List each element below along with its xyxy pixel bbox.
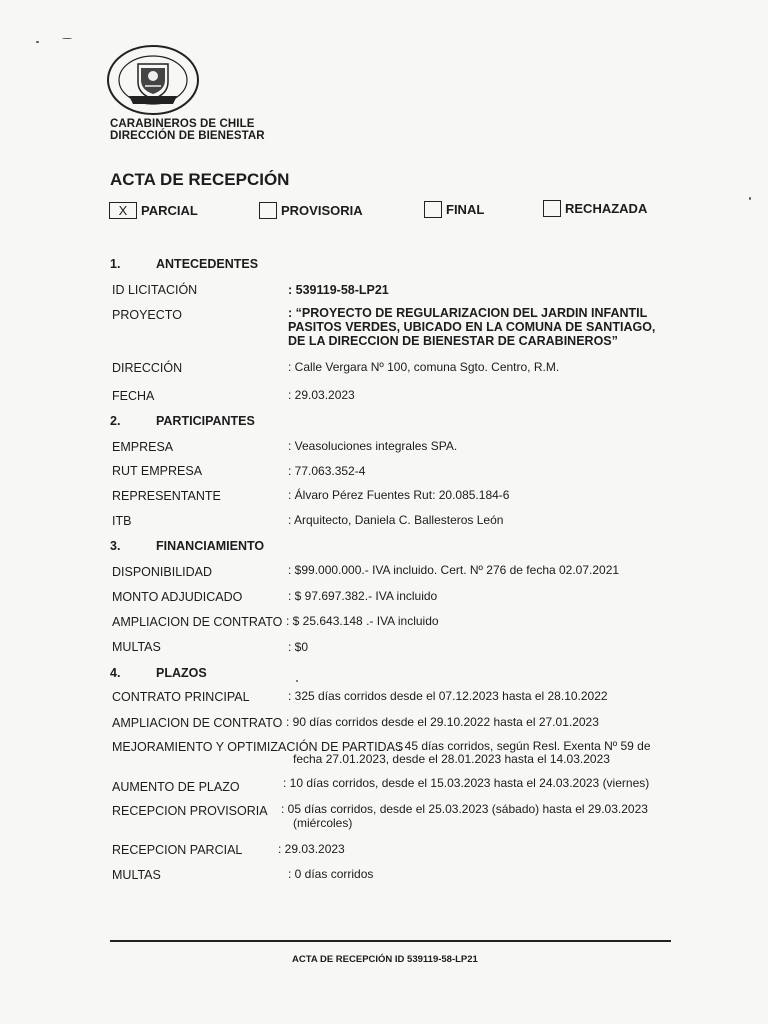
checkbox-provisoria[interactable] [259, 202, 277, 219]
label-fecha: FECHA [112, 389, 155, 403]
value-mejoramiento-line2: fecha 27.01.2023, desde el 28.01.2023 hasta el 14.03.2023 [293, 752, 610, 766]
org-department: DIRECCIÓN DE BIENESTAR [110, 130, 265, 142]
scan-speck [296, 680, 298, 682]
value-empresa: : Veasoluciones integrales SPA. [288, 439, 458, 453]
section-title: PLAZOS [156, 666, 207, 680]
value-multas-plazo: : 0 días corridos [288, 867, 374, 881]
label-recepcion-parcial: RECEPCION PARCIAL [112, 843, 243, 857]
option-rechazada[interactable] [543, 200, 647, 217]
value-mejoramiento: : 45 días corridos, según Resl. Exenta Nº 59 de [398, 739, 651, 753]
section-number: 4. [110, 666, 121, 680]
org-name: CARABINEROS DE CHILE [110, 118, 255, 130]
value-id-licitacion: : 539119-58-LP21 [288, 283, 389, 297]
scan-speck [62, 38, 72, 39]
option-parcial-label: PARCIAL [141, 203, 198, 218]
label-empresa: EMPRESA [112, 440, 174, 454]
scan-speck [36, 41, 39, 43]
checkbox-parcial[interactable]: X [109, 202, 137, 219]
value-representante: : Álvaro Pérez Fuentes Rut: 20.085.184-6 [288, 488, 510, 502]
label-representante: REPRESENTANTE [112, 489, 221, 503]
value-monto-adjudicado: : $ 97.697.382.- IVA incluido [288, 589, 438, 603]
option-parcial[interactable] [109, 202, 198, 219]
label-ampliacion-contrato-plazo: AMPLIACION DE CONTRATO [112, 716, 283, 730]
label-contrato-principal: CONTRATO PRINCIPAL [112, 690, 250, 704]
value-disponibilidad: : $99.000.000.- IVA incluido. Cert. Nº 276 de fecha 02.07.2021 [288, 563, 620, 577]
value-ampliacion-contrato-plazo: : 90 días corridos desde el 29.10.2022 hasta el 27.01.2023 [286, 715, 599, 729]
label-multas-plazo: MULTAS [112, 868, 161, 882]
label-rut-empresa: RUT EMPRESA [112, 464, 203, 478]
option-provisoria-label: PROVISORIA [281, 203, 363, 218]
option-rechazada-label: RECHAZADA [565, 201, 648, 216]
page-title: ACTA DE RECEPCIÓN [110, 170, 290, 189]
label-recepcion-provisoria: RECEPCION PROVISORIA [112, 804, 268, 818]
value-ampliacion-contrato-fin: : $ 25.643.148 .- IVA incluido [286, 614, 439, 628]
label-disponibilidad: DISPONIBILIDAD [112, 565, 213, 579]
checkbox-final[interactable] [424, 201, 442, 218]
label-itb: ITB [112, 514, 132, 528]
label-monto-adjudicado: MONTO ADJUDICADO [112, 590, 243, 604]
label-proyecto: PROYECTO [112, 308, 182, 322]
label-id-licitacion: ID LICITACIÓN [112, 283, 198, 297]
section-title: FINANCIAMIENTO [156, 539, 265, 553]
value-rut-empresa: : 77.063.352-4 [288, 464, 366, 478]
value-fecha: : 29.03.2023 [288, 388, 355, 402]
value-multas-fin: : $0 [288, 640, 309, 654]
option-final[interactable] [424, 201, 484, 218]
scan-speck [749, 197, 751, 200]
section-participantes [110, 414, 255, 428]
option-provisoria[interactable] [259, 202, 363, 219]
footer-reference: ACTA DE RECEPCIÓN ID 539119-58-LP21 [292, 954, 478, 965]
section-number: 2. [110, 414, 121, 428]
option-final-label: FINAL [446, 202, 485, 217]
section-title: ANTECEDENTES [156, 257, 259, 271]
section-antecedentes [110, 257, 258, 271]
value-proyecto: : “PROYECTO DE REGULARIZACION DEL JARDIN INFANTIL PASITOS VERDES, UBICADO EN LA COMUNA DE SANTIAGO, DE LA DIRECCION DE BIENESTAR DE CARABINEROS” [288, 306, 656, 348]
section-number: 3. [110, 539, 121, 553]
label-multas-fin: MULTAS [112, 640, 161, 654]
label-mejoramiento: MEJORAMIENTO Y OPTIMIZACIÓN DE PARTIDAS [112, 740, 404, 754]
section-plazos [110, 666, 207, 680]
label-ampliacion-contrato-fin: AMPLIACION DE CONTRATO [112, 615, 283, 629]
label-aumento-plazo: AUMENTO DE PLAZO [112, 780, 240, 794]
value-recepcion-provisoria-line2: (miércoles) [293, 816, 353, 830]
footer-divider [110, 940, 671, 942]
section-title: PARTICIPANTES [156, 414, 255, 428]
value-direccion: : Calle Vergara Nº 100, comuna Sgto. Centro, R.M. [288, 360, 560, 374]
value-contrato-principal: : 325 días corridos desde el 07.12.2023 hasta el 28.10.2022 [288, 689, 608, 703]
carabineros-seal-logo [105, 44, 201, 116]
section-financiamiento [110, 539, 264, 553]
section-number: 1. [110, 257, 121, 271]
value-itb: : Arquitecto, Daniela C. Ballesteros León [288, 513, 504, 527]
checkbox-rechazada[interactable] [543, 200, 561, 217]
label-direccion: DIRECCIÓN [112, 361, 183, 375]
value-recepcion-provisoria: : 05 días corridos, desde el 25.03.2023 (sábado) hasta el 29.03.2023 [281, 802, 648, 816]
value-aumento-plazo: : 10 días corridos, desde el 15.03.2023 hasta el 24.03.2023 (viernes) [283, 776, 650, 790]
value-recepcion-parcial: : 29.03.2023 [278, 842, 345, 856]
